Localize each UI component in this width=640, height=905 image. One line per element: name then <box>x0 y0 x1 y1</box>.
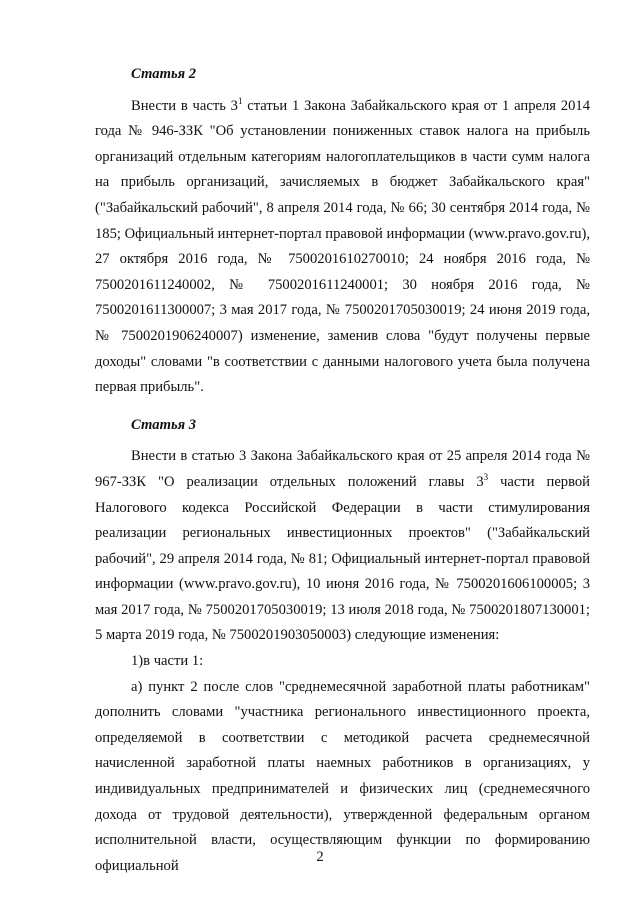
article-2-heading: Статья 2 <box>131 66 197 82</box>
article-2-text-start: Внести в часть 3 <box>131 97 238 114</box>
article-2-text-rest: статьи 1 Закона Забайкальского края от 1 апреля 2014 года № 946-ЗЗК "Об установлении пониженных ставок налога на прибыль организаций отдельным категориям налогоплательщиков в части сумм налога на прибыль организаций, зачисляемых в бюджет Забайкальского края" ("Забайкальский рабочий", 8 апреля 2014 года, № 66; 30 сентября 2014 года, № 185; Официальный интернет-портал правовой информации (www.pravo.gov.ru), 27 октября 2016 года, № 7500201610270010; 24 ноября 2016 года, № 7500201611240002, № 7500201611240001; 30 ноября 2016 года, № 7500201611300007; 3 мая 2017 года, № 7500201705030019; 24 июня 2019 года, № 7500201906240007) изменение, заменив слова "будут получены первые доходы" словами "в соответствии с данными налогового учета была получена первая прибыль". <box>95 97 590 396</box>
article-3-text-rest: части первой Налогового кодекса Российской Федерации в части стимулирования реализации региональных инвестиционных проектов" ("Забайкальский рабочий", 29 апреля 2014 года, № 81; Официальный интернет-портал правовой информации (www.pravo.gov.ru), 10 июня 2016 года, № 7500201606100005; 3 мая 2017 года, № 7500201705030019; 13 июля 2018 года, № 7500201807130001; 5 марта 2019 года, № 7500201903050003) следующие изменения: <box>95 473 590 644</box>
article-2-superscript: 1 <box>237 95 243 106</box>
page-number: 2 <box>316 849 324 865</box>
article-3-text-start: Внести в статью 3 Закона Забайкальского края от 25 апреля 2014 года № 967-ЗЗК "О реализации отдельных положений главы 3 <box>95 448 590 490</box>
article-2-paragraph <box>95 94 590 401</box>
article-3-item-a: а) пункт 2 после слов "среднемесячной заработной платы работникам" дополнить словами "участника регионального инвестиционного проекта, определяемой в соответствии с методикой расчета среднемесячной начисленной заработной платы наемных работников в организациях, у индивидуальных предпринимателей и физических лиц (среднемесячного дохода от трудовой деятельности), утвержденной федеральным органом исполнительной власти, осуществляющим функции по формированию официальной <box>95 678 590 874</box>
article-3-item-1: 1)в части 1: <box>131 653 204 670</box>
article-3-paragraph <box>95 444 590 649</box>
article-3-superscript: 3 <box>483 471 489 482</box>
article-3-heading: Статья 3 <box>131 416 197 433</box>
document-body <box>95 62 590 879</box>
